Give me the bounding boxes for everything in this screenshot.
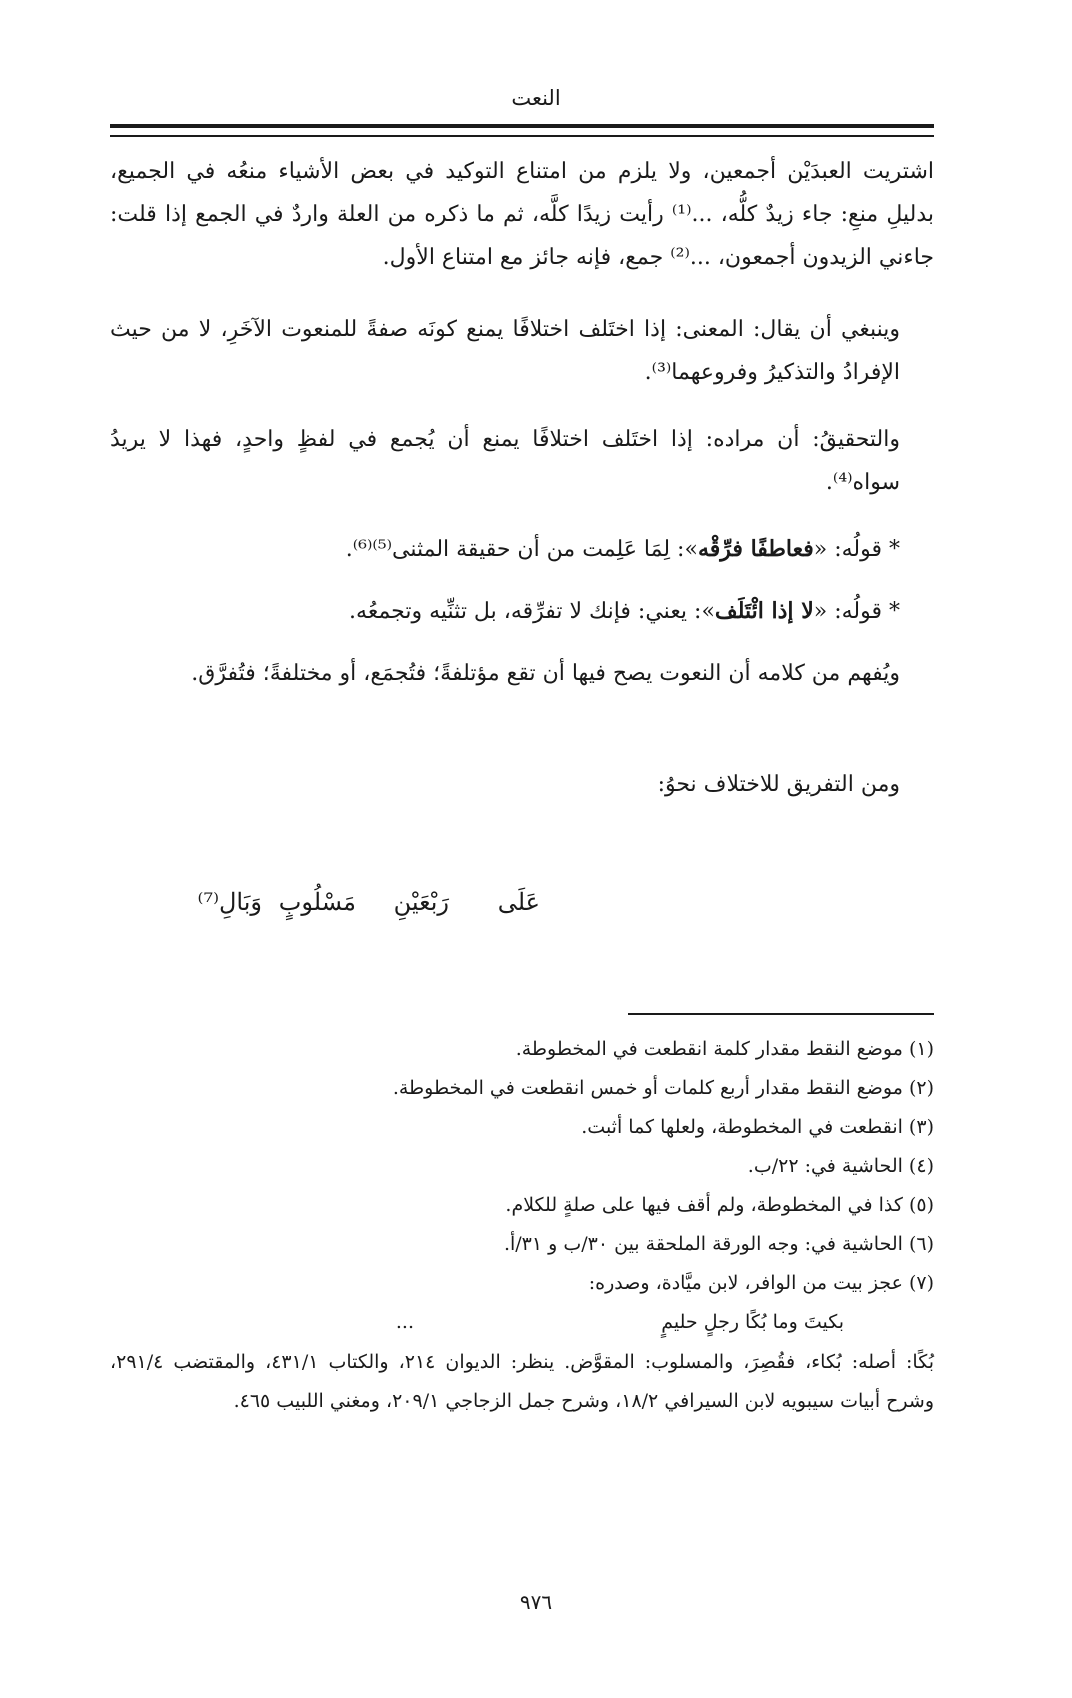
verse-word-1: عَلَى (497, 888, 540, 916)
paragraph-5-text: ومن التفريق للاختلاف نحوُ: (657, 772, 900, 797)
footnote-2: (٢) موضع النقط مقدار أربع كلمات أو خمس انقطعت في المخطوطة. (392, 1077, 934, 1099)
footnotes (110, 1030, 934, 1421)
paragraph-2-text: وينبغي أن يقال: المعنى: إذا اختَلف اختلافًا يمنع كونَه صفةً للمنعوت الآخَرِ، لا من حيث الإفرادُ والتذكيرُ وفروعهما⁽³⁾. (110, 317, 900, 385)
quote-1-text (110, 528, 934, 571)
quote-2-suffix: »: يعني: فإنك لا تفرِّقه، بل تثنِّيه وتجمعُه. (349, 599, 715, 624)
quote-1 (110, 528, 934, 571)
quote-1-suffix: »: لِمَا عَلِمت من أن حقيقة المثنى⁽⁵⁾⁽⁶⁾. (345, 537, 698, 562)
paragraph-4-text: ويُفهم من كلامه أن النعوت يصح فيها أن تقع مؤتلفةً؛ فتُجمَع، أو مختلفةً؛ فتُفرَّق. (191, 661, 900, 686)
verse-line (110, 888, 934, 938)
quote-1-prefix: * قولُه: « (813, 537, 900, 562)
footnote-1: (١) موضع النقط مقدار كلمة انقطعت في المخطوطة. (515, 1038, 934, 1060)
footnote-separator (628, 1013, 934, 1015)
header-rule-thick (110, 124, 934, 128)
paragraph-4 (110, 652, 934, 695)
running-header: النعت (511, 86, 561, 110)
footnote-7-continuation: بُكًا: أصله: بُكاء، فقُصِرَ، والمسلوب: المقوَّض. ينظر: الديوان ٢١٤، والكتاب ٤٣١/١، والمقتضب ٢٩١/٤، وشرح أبيات سيبويه لابن السيرافي ١٨/٢، وشرح جمل الزجاجي ٢٠٩/١، ومغني اللبيب ٤٦٥. (110, 1351, 934, 1412)
verse-word-4: وَبَالِ⁽⁷⁾ (197, 888, 262, 916)
footnote-6: (٦) الحاشية في: وجه الورقة الملحقة بين ٣٠/ب و ٣١/أ. (503, 1233, 934, 1255)
verse-word-2: رَبْعَيْنِ (393, 888, 449, 916)
page-number: ٩٧٦ (519, 1590, 553, 1614)
footnote-3: (٣) انقطعت في المخطوطة، ولعلها كما أثبت. (581, 1116, 934, 1138)
header-rule-thin (110, 135, 934, 137)
quote-2-text (110, 590, 934, 633)
poem-ellipsis: ... (395, 1311, 414, 1333)
poem-hemistich: بكيتَ وما بُكًا رجلٍ حليمٍ (661, 1311, 844, 1333)
quote-2-bold: لا إذا ائْتَلَف (714, 598, 814, 624)
footnote-4: (٤) الحاشية في: ٢٢/ب. (747, 1155, 934, 1177)
verse-word-3: مَسْلُوبٍ (278, 888, 356, 916)
footnote-5: (٥) كذا في المخطوطة، ولم أقف فيها على صلةٍ للكلام. (505, 1194, 934, 1216)
quote-2-prefix: * قولُه: « (813, 599, 900, 624)
footnote-7: (٧) عجز بيت من الوافر، لابن ميَّادة، وصدره: (588, 1272, 934, 1294)
paragraph-3-text: والتحقيقُ: أن مراده: إذا اختَلف اختلافًا يمنع أن يُجمع في لفظٍ واحدٍ، فهذا لا يريدُ سواه⁽⁴⁾. (110, 427, 900, 495)
paragraph-1-text: اشتريت العبدَيْن أجمعين، ولا يلزم من امتناع التوكيد في بعض الأشياء منعُه في الجميع، بدليلِ منعِ: جاء زيدٌ كلُّه، ...⁽¹⁾ رأيت زيدًا كلَّه، ثم ما ذكره من العلة واردٌ في الجمع إذا قلت: جاءني الزيدون أجمعون، ...⁽²⁾ جمع، فإنه جائز مع امتناع الأول. (110, 159, 934, 270)
quote-1-bold: فعاطفًا فرِّقْه (697, 536, 814, 562)
paragraph-2 (110, 308, 934, 394)
quote-2 (110, 590, 934, 633)
paragraph-1 (110, 150, 934, 279)
paragraph-5 (110, 763, 934, 806)
paragraph-3 (110, 418, 934, 504)
footnote-poem-line (110, 1303, 934, 1343)
